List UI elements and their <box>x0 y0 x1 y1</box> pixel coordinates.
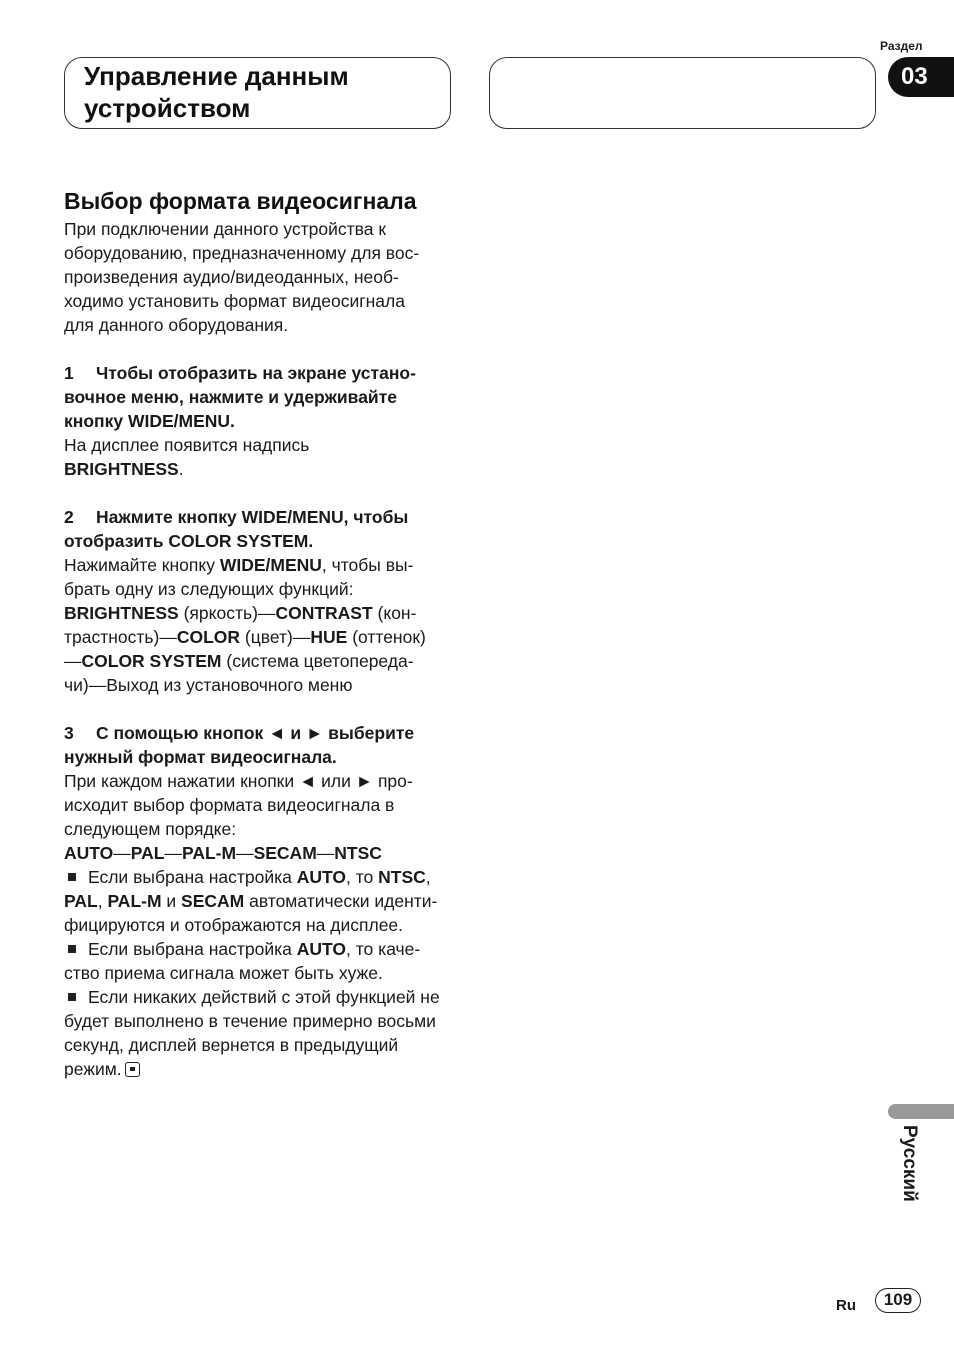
term: PAL-M <box>181 843 237 863</box>
page-title-line: устройством <box>84 93 251 123</box>
intro-line: При подключении данного устройства к <box>64 219 386 239</box>
main-content <box>64 185 454 1081</box>
text: . <box>178 459 184 479</box>
term: SECAM <box>253 843 317 863</box>
text: Если никаких действий с этой функцией не <box>88 987 440 1007</box>
step-number: 2 <box>64 507 74 527</box>
term: PAL <box>130 843 165 863</box>
note-line: ство приема сигнала может быть хуже. <box>64 963 383 983</box>
step-number: 3 <box>64 723 74 743</box>
text: (оттенок) <box>347 627 426 647</box>
term: BRIGHTNESS <box>64 459 179 479</box>
text: (система цветопереда- <box>221 651 414 671</box>
intro-line: ходимо установить формат видеосигнала <box>64 291 405 311</box>
bullet-icon <box>68 945 76 953</box>
text: — <box>236 843 254 863</box>
page-number: 109 <box>875 1288 921 1313</box>
text: , <box>425 867 431 887</box>
text: (кон- <box>372 603 417 623</box>
note-item <box>64 865 454 889</box>
text: , чтобы вы- <box>321 555 414 575</box>
term: HUE <box>310 627 348 647</box>
term: AUTO <box>296 939 347 959</box>
note-item <box>64 985 454 1009</box>
term: NTSC <box>378 867 426 887</box>
language-label: Русский <box>899 1125 920 1202</box>
step-text: С помощью кнопок ◄ и ► выберите <box>96 723 415 743</box>
text: трастность)— <box>64 627 177 647</box>
section-number-tab: 03 <box>888 57 954 97</box>
note-line: будет выполнено в течение примерно восьми <box>64 1011 436 1031</box>
text: (цвет)— <box>240 627 311 647</box>
text: режим. <box>64 1059 122 1079</box>
page-title <box>84 60 444 124</box>
language-tab <box>888 1104 954 1119</box>
text: Нажимайте кнопку <box>64 555 220 575</box>
step1-body: На дисплее появится надпись <box>64 435 310 455</box>
bullet-icon <box>68 873 76 881</box>
step2-body <box>64 625 454 649</box>
step3-body: При каждом нажатии кнопки ◄ или ► про- <box>64 771 413 791</box>
step-number: 1 <box>64 363 74 383</box>
step2-title-line: отобразить COLOR SYSTEM. <box>64 531 314 551</box>
text: — <box>164 843 182 863</box>
step3-title-line: нужный формат видеосигнала. <box>64 747 337 767</box>
step1-title-line: вочное меню, нажмите и удерживайте <box>64 387 397 407</box>
text: и <box>161 891 182 911</box>
step1-body <box>64 457 454 481</box>
bullet-icon <box>68 993 76 1001</box>
term: COLOR <box>176 627 241 647</box>
step-text: Нажмите кнопку WIDE/MENU, чтобы <box>96 507 409 527</box>
note-line <box>64 1057 454 1081</box>
step3-title <box>64 721 454 745</box>
language-code: Ru <box>836 1297 856 1314</box>
step-text: Чтобы отобразить на экране устано- <box>96 363 416 383</box>
intro-line: произведения аудио/видеоданных, необ- <box>64 267 399 287</box>
format-sequence <box>64 841 454 865</box>
step2-body: брать одну из следующих функций: <box>64 579 354 599</box>
step1-title <box>64 361 454 385</box>
end-mark-icon <box>125 1062 140 1077</box>
page-title-line: Управление данным <box>84 61 349 91</box>
step2-body <box>64 553 454 577</box>
intro-line: оборудованию, предназначенному для вос- <box>64 243 420 263</box>
note-line: фицируются и отображаются на дисплее. <box>64 915 404 935</box>
text: — <box>316 843 335 863</box>
step3-body: следующем порядке: <box>64 819 237 839</box>
text: — <box>113 843 131 863</box>
section-heading: Выбор формата видеосигнала <box>64 188 417 214</box>
intro-line: для данного оборудования. <box>64 315 289 335</box>
term: CONTRAST <box>275 603 373 623</box>
step1-title-line: кнопку WIDE/MENU. <box>64 411 235 431</box>
text: — <box>64 651 82 671</box>
term: WIDE/MENU <box>219 555 322 575</box>
term: NTSC <box>334 843 382 863</box>
step2-body <box>64 601 454 625</box>
term: COLOR SYSTEM <box>81 651 222 671</box>
step2-body: чи)—Выход из установочного меню <box>64 675 353 695</box>
term: PAL-M <box>107 891 162 911</box>
step2-title <box>64 505 454 529</box>
term: PAL <box>64 891 98 911</box>
term: AUTO <box>64 843 114 863</box>
text: автоматически иденти- <box>244 891 438 911</box>
text: , то <box>346 867 379 887</box>
note-line <box>64 889 454 913</box>
term: SECAM <box>181 891 245 911</box>
step3-body: исходит выбор формата видеосигнала в <box>64 795 395 815</box>
text: Если выбрана настройка <box>88 939 297 959</box>
text: Если выбрана настройка <box>88 867 297 887</box>
note-line: секунд, дисплей вернется в предыдущий <box>64 1035 399 1055</box>
text: , <box>97 891 108 911</box>
term: BRIGHTNESS <box>64 603 179 623</box>
term: AUTO <box>296 867 347 887</box>
text: (яркость)— <box>178 603 276 623</box>
header-empty-box <box>489 57 876 129</box>
section-label: Раздел <box>880 39 923 53</box>
text: , то каче- <box>346 939 421 959</box>
note-item <box>64 937 454 961</box>
step2-body <box>64 649 454 673</box>
